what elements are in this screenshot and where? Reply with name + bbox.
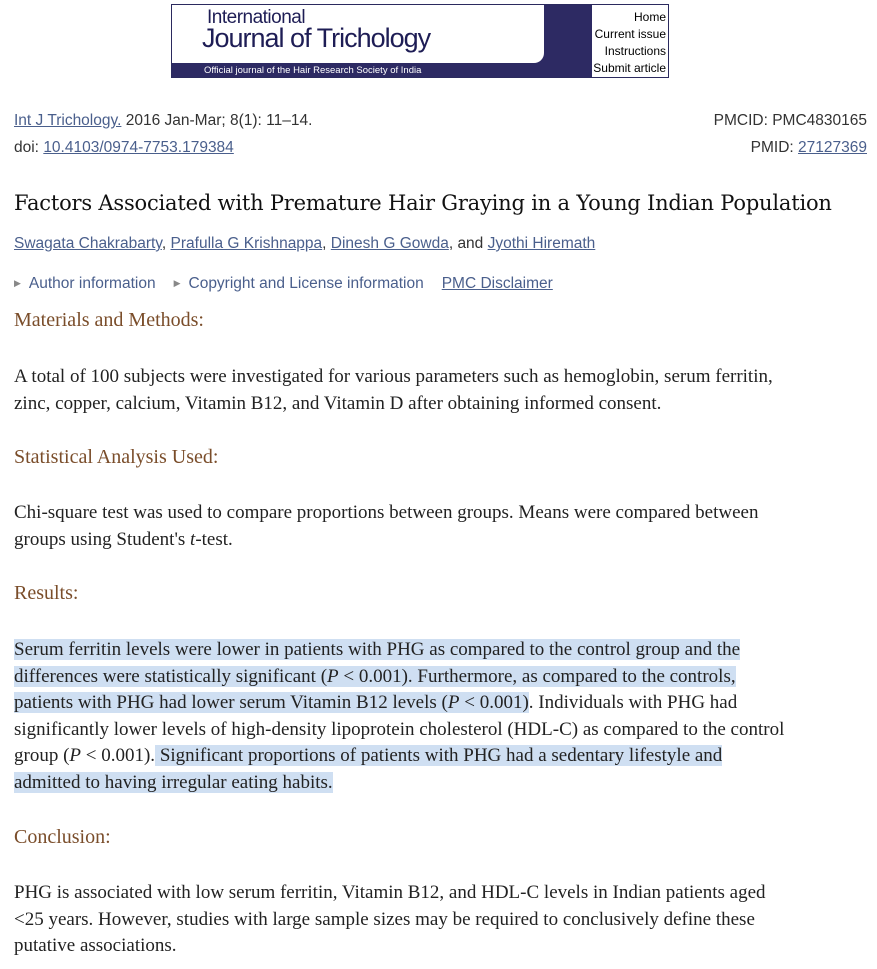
doi-label: doi:	[14, 139, 39, 156]
citation-date: 2016 Jan-Mar; 8(1): 11–14.	[125, 112, 313, 129]
author-link[interactable]: Dinesh G Gowda	[330, 235, 449, 252]
results-text-line	[14, 637, 872, 664]
expand-triangle-icon: ▶	[14, 278, 21, 288]
methods-text-line: A total of 100 subjects were investigated for various parameters such as hemoglobin, serum ferritin,	[14, 366, 773, 387]
journal-banner	[171, 4, 669, 78]
selected-text: admitted to having irregular eating habits.	[14, 771, 333, 793]
author-link[interactable]: Prafulla G Krishnappa	[170, 235, 323, 252]
journal-link[interactable]: Int J Trichology.	[14, 112, 122, 129]
doi-link[interactable]: 10.4103/0974-7753.179384	[43, 139, 234, 156]
conclusion-text-line: PHG is associated with low serum ferritin, Vitamin B12, and HDL-C levels in Indian patients aged	[14, 882, 766, 903]
copyright-license-toggle[interactable]: Copyright and License information	[188, 275, 424, 292]
results-text-line	[14, 690, 872, 717]
stats-text-line: Chi-square test was used to compare proportions between groups. Means were compared between	[14, 502, 759, 523]
methods-heading: Materials and Methods:	[14, 309, 204, 331]
results-heading: Results:	[14, 582, 79, 604]
citation-pmid-line	[751, 139, 867, 157]
pmid-link[interactable]: 27127369	[798, 139, 867, 156]
methods-paragraph	[14, 364, 872, 417]
conclusion-text-line: putative associations.	[14, 935, 177, 956]
author-separator: , and	[448, 235, 488, 252]
journal-title-line2: Journal of Trichology	[202, 23, 431, 53]
results-text-line: group (P < 0.001). Significant proportions of patients with PHG had a sedentary lifestyle and	[14, 745, 723, 766]
journal-tagline: Official journal of the Hair Research Society of India	[204, 65, 422, 76]
methods-text-line: zinc, copper, calcium, Vitamin B12, and Vitamin D after obtaining informed consent.	[14, 392, 662, 414]
results-text-line	[14, 770, 872, 797]
citation-journal-line	[14, 112, 312, 130]
author-separator: ,	[322, 235, 331, 252]
stats-t-italic: t	[190, 528, 196, 550]
pmid-label: PMID:	[750, 139, 794, 156]
pmcid: PMCID: PMC4830165	[713, 112, 867, 129]
stats-text: -test.	[195, 528, 233, 550]
selected-text: differences were statistically significant (P < 0.001). Furthermore, as compared to the controls,	[14, 665, 736, 687]
selected-text: Serum ferritin levels were lower in patients with PHG as compared to the control group and the	[14, 639, 741, 660]
stats-text: groups using Student's	[14, 528, 191, 550]
nav-current-issue-link[interactable]: Current issue	[594, 27, 666, 41]
author-separator: ,	[161, 235, 171, 252]
banner-nav	[593, 9, 666, 77]
results-text-line	[14, 664, 872, 691]
results-text-line: significantly lower levels of high-density lipoprotein cholesterol (HDL-C) as compared to the control	[14, 718, 785, 740]
banner-brand-block	[172, 5, 592, 77]
article-info-bar	[14, 275, 553, 293]
stats-paragraph	[14, 500, 872, 553]
author-list	[14, 235, 595, 253]
author-link[interactable]: Swagata Chakrabarty	[14, 235, 162, 252]
expand-triangle-icon: ▶	[173, 278, 181, 288]
stats-heading: Statistical Analysis Used:	[14, 446, 219, 468]
pmc-disclaimer-link[interactable]: PMC Disclaimer	[441, 275, 553, 292]
author-information-toggle[interactable]: Author information	[28, 275, 156, 292]
stats-text-line	[14, 527, 872, 554]
author-link[interactable]: Jyothi Hiremath	[487, 235, 596, 252]
results-text: . Individuals with PHG had	[528, 692, 738, 713]
article-title: Factors Associated with Premature Hair Graying in a Young Indian Population	[14, 191, 832, 215]
nav-home-link[interactable]: Home	[633, 10, 666, 24]
conclusion-text-line: <25 years. However, studies with large sample sizes may be required to conclusively define these	[14, 908, 755, 930]
conclusion-heading: Conclusion:	[14, 826, 111, 848]
nav-instructions-link[interactable]: Instructions	[604, 44, 666, 58]
selected-text: patients with PHG had lower serum Vitamin B12 levels (P < 0.001)	[14, 692, 529, 713]
results-paragraph	[14, 637, 872, 796]
selected-text: Significant proportions of patients with PHG had a sedentary lifestyle and	[155, 745, 723, 766]
nav-submit-article-link[interactable]: Submit article	[593, 61, 666, 75]
conclusion-paragraph	[14, 880, 872, 960]
journal-title-line1: International	[207, 7, 306, 28]
citation-doi-line	[14, 139, 234, 157]
